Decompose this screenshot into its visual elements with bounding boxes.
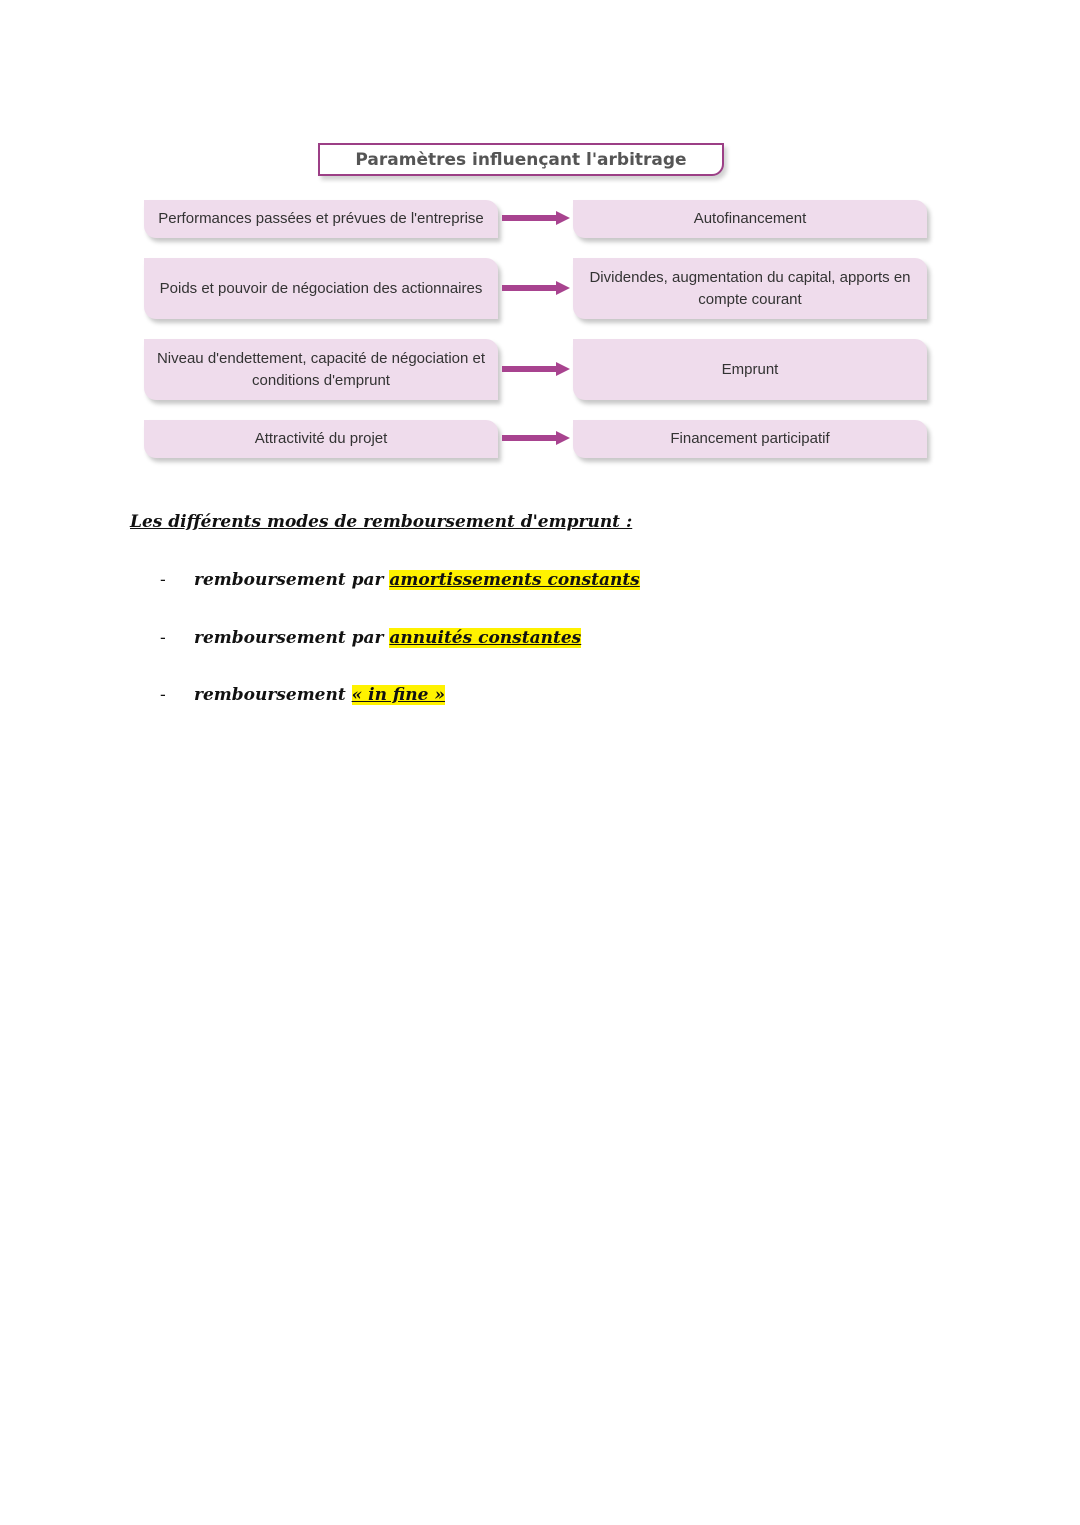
financing-box-autofinancement: Autofinancement bbox=[573, 200, 927, 238]
section-heading: Les différents modes de remboursement d'emprunt : bbox=[130, 512, 633, 532]
arrow-icon bbox=[502, 211, 570, 225]
financing-box-dividendes: Dividendes, augmentation du capital, apports en compte courant bbox=[573, 258, 927, 319]
parameter-box-actionnaires: Poids et pouvoir de négociation des actionnaires bbox=[144, 258, 498, 319]
financing-box-participatif: Financement participatif bbox=[573, 420, 927, 458]
arrow-icon bbox=[502, 281, 570, 295]
parameter-box-attractivite: Attractivité du projet bbox=[144, 420, 498, 458]
parameter-box-performances: Performances passées et prévues de l'entreprise bbox=[144, 200, 498, 238]
highlighted-term: amortissements constants bbox=[389, 570, 640, 590]
highlighted-term: annuités constantes bbox=[389, 628, 582, 648]
item-prefix: remboursement par bbox=[194, 628, 390, 648]
list-item bbox=[160, 628, 581, 648]
diagram-title: Paramètres influençant l'arbitrage bbox=[318, 143, 724, 176]
arrow-icon bbox=[502, 431, 570, 445]
parameter-box-endettement: Niveau d'endettement, capacité de négociation et conditions d'emprunt bbox=[144, 339, 498, 400]
list-item bbox=[160, 685, 445, 705]
bullet-dash: - bbox=[160, 628, 166, 648]
list-item bbox=[160, 570, 640, 590]
item-prefix: remboursement bbox=[194, 685, 352, 705]
financing-box-emprunt: Emprunt bbox=[573, 339, 927, 400]
item-prefix: remboursement par bbox=[194, 570, 390, 590]
arrow-icon bbox=[502, 362, 570, 376]
highlighted-term: « in fine » bbox=[351, 685, 445, 705]
bullet-dash: - bbox=[160, 685, 166, 705]
bullet-dash: - bbox=[160, 570, 166, 590]
